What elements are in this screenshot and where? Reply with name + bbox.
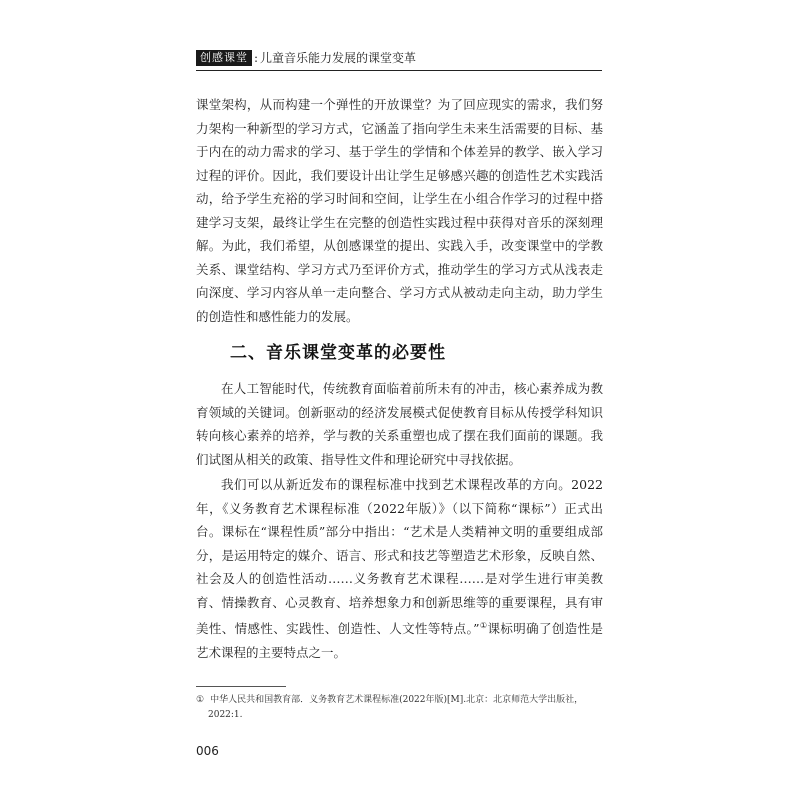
header-tag: 创感课堂: [196, 50, 252, 66]
header-subtitle: 儿童音乐能力发展的课堂变革: [260, 51, 417, 65]
footnote-line-2: 2022:1.: [208, 710, 243, 720]
header-rule: [196, 70, 602, 71]
section-heading: 二、音乐课堂变革的必要性: [230, 343, 446, 363]
footnote-marker: ①: [196, 695, 205, 705]
running-header: [196, 50, 416, 66]
page-number: 006: [196, 744, 219, 758]
paragraph-3-text: 我们可以从新近发布的课程标准中找到艺术课程改革的方向。2022年，《义务教育艺术课程标准（2022年版）》（以下简称“课标”）正式出台。课标在“课程性质”部分中指出：“艺术是人类精神文明的重要组成部分，是运用特定的媒介、语言、形式和技艺等塑造艺术形象，反映自然、社会及人的创造性活动……义务教育艺术课程……是对学生进行审美教育、情操教育、心灵教育、培养想象力和创新思维等的重要课程，具有审美性、情感性、实践性、创造性、人文性等特点。”: [196, 477, 603, 637]
footnote: [196, 693, 603, 723]
footnote-rule: [196, 686, 286, 687]
footnote-line-1: 中华人民共和国教育部．义务教育艺术课程标准(2022年版)[M].北京：北京师范大学出版社，: [210, 695, 584, 705]
body-paragraph-3: [196, 473, 603, 664]
footnote-reference: ①: [479, 621, 488, 630]
paragraph-3-tail: 课标明确了创造性是艺术课程的主要特点之一。: [196, 621, 603, 660]
body-paragraph-1: 课堂架构，从而构建一个弹性的开放课堂？为了回应现实的需求，我们努力架构一种新型的学习方式，它涵盖了指向学生未来生活需要的目标、基于内在的动力需求的学习、基于学生的学情和个体差异的教学、嵌入学习过程的评价。因此，我们要设计出让学生足够感兴趣的创造性艺术实践活动，给予学生充裕的学习时间和空间，让学生在小组合作学习的过程中搭建学习支架，最终让学生在完整的创造性实践过程中获得对音乐的深刻理解。为此，我们希望，从创感课堂的提出、实践入手，改变课堂中的学教关系、课堂结构、学习方式乃至评价方式，推动学生的学习方式从浅表走向深度、学习内容从单一走向整合、学习方式从被动走向主动，助力学生的创造性和感性能力的发展。: [196, 97, 603, 324]
body-paragraph-2: 在人工智能时代，传统教育面临着前所未有的冲击，核心素养成为教育领域的关键词。创新驱动的经济发展模式促使教育目标从传授学科知识转向核心素养的培养，学与教的关系重塑也成了摆在我们面前的课题。我们试图从相关的政策、指导性文件和理论研究中寻找依据。: [196, 381, 603, 467]
header-separator: :: [254, 51, 259, 65]
